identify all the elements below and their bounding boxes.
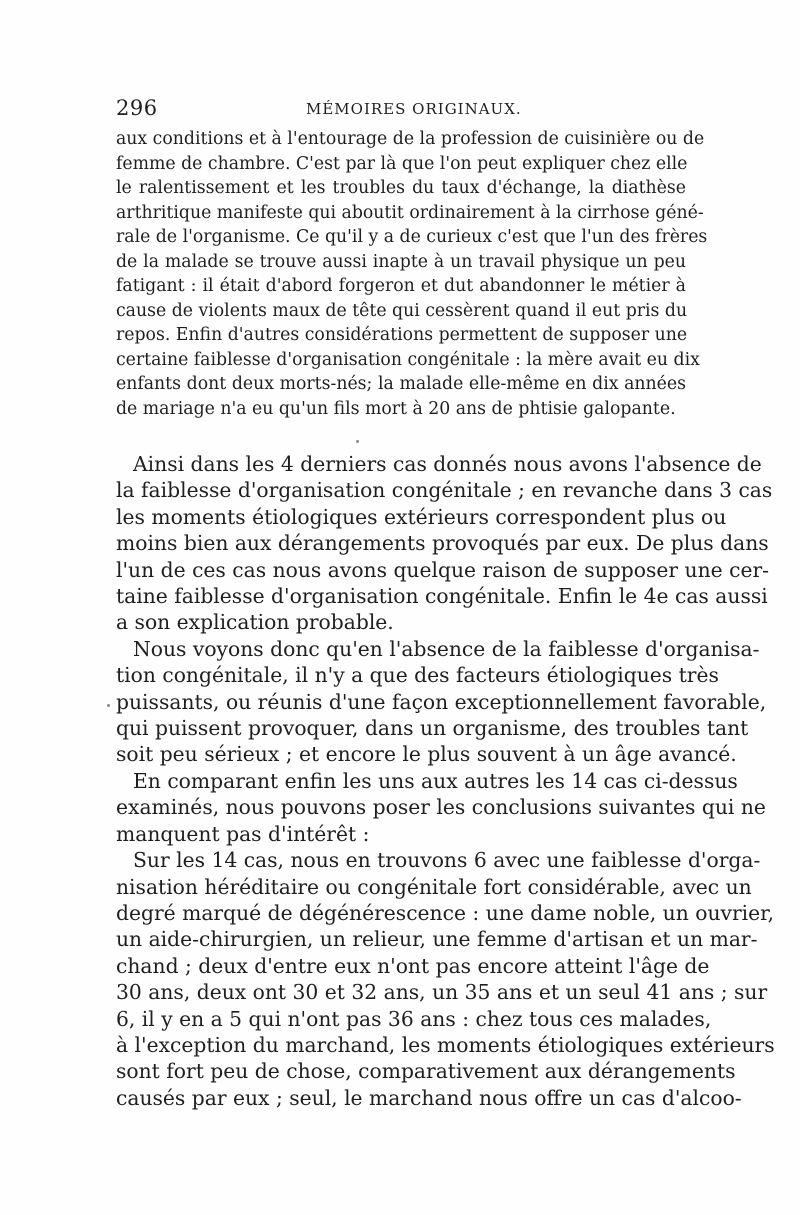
text-line: cause de violents maux de tête qui cessèrent quand il eut pris du bbox=[116, 300, 688, 321]
paragraph bbox=[116, 636, 767, 768]
paragraph bbox=[116, 847, 775, 1111]
text-line: sont fort peu de chose, comparativement aux dérangements bbox=[116, 1059, 736, 1084]
text-line: 30 ans, deux ont 30 et 32 ans, un 35 ans et un seul 41 ans ; sur bbox=[116, 980, 768, 1005]
text-line: puissants, ou réunis d'une façon exceptionnellement favorable, bbox=[116, 689, 767, 714]
text-line: moins bien aux dérangements provoqués par eux. De plus dans bbox=[116, 531, 769, 556]
text-line: les moments étiologiques extérieurs correspondent plus ou bbox=[116, 504, 727, 529]
text-line: 6, il y en a 5 qui n'ont pas 36 ans : chez tous ces malades, bbox=[116, 1006, 712, 1031]
body-text bbox=[116, 451, 775, 1111]
text-line: Nous voyons donc qu'en l'absence de la faiblesse d'organisa- bbox=[133, 636, 760, 661]
text-line: arthritique manifeste qui aboutit ordinairement à la cirrhose géné- bbox=[116, 202, 704, 223]
text-line: un aide-chirurgien, un relieur, une femme d'artisan et un mar- bbox=[116, 927, 758, 952]
text-line: a son explication probable. bbox=[116, 610, 394, 635]
page-number: 296 bbox=[116, 96, 158, 120]
text-line: rale de l'organisme. Ce qu'il y a de curieux c'est que l'un des frères bbox=[116, 227, 708, 247]
text-line: femme de chambre. C'est par là que l'on peut expliquer chez elle bbox=[116, 153, 688, 174]
print-speck bbox=[107, 704, 110, 707]
text-line: soit peu sérieux ; et encore le plus souvent à un âge avancé. bbox=[116, 742, 737, 767]
print-speck bbox=[356, 440, 359, 443]
text-line: de mariage n'a eu qu'un fils mort à 20 ans de phtisie galopante. bbox=[116, 398, 676, 419]
text-line: nisation héréditaire ou congénitale fort considérable, avec un bbox=[116, 874, 752, 899]
text-line: aux conditions et à l'entourage de la profession de cuisinière ou de bbox=[116, 129, 705, 149]
text-line: fatigant : il était d'abord forgeron et dut abandonner le métier à bbox=[116, 276, 686, 296]
paragraph bbox=[116, 768, 766, 847]
text-line: le ralentissement et les troubles du taux d'échange, la diathèse bbox=[116, 178, 686, 198]
text-line: Sur les 14 cas, nous en trouvons 6 avec une faiblesse d'orga- bbox=[133, 848, 761, 873]
small-print-paragraph bbox=[116, 127, 708, 421]
text-line: certaine faiblesse d'organisation congénitale : la mère avait eu dix bbox=[116, 349, 700, 370]
text-line: taine faiblesse d'organisation congénitale. Enfin le 4e cas aussi bbox=[116, 584, 768, 609]
text-line: à l'exception du marchand, les moments étiologiques extérieurs bbox=[116, 1032, 775, 1057]
running-head: MÉMOIRES ORIGINAUX. bbox=[306, 100, 522, 118]
text-line: de la malade se trouve aussi inapte à un travail physique un peu bbox=[116, 251, 686, 272]
text-line: causés par eux ; seul, le marchand nous offre un cas d'alcoo- bbox=[116, 1085, 742, 1110]
text-line: Ainsi dans les 4 derniers cas donnés nous avons l'absence de bbox=[133, 452, 762, 476]
text-line: repos. Enfin d'autres considérations permettent de supposer une bbox=[116, 325, 688, 345]
text-line: manquent pas d'intérêt : bbox=[116, 821, 370, 846]
text-line: chand ; deux d'entre eux n'ont pas encore atteint l'âge de bbox=[116, 953, 710, 978]
text-line: En comparant enfin les uns aux autres les 14 cas ci-dessus bbox=[133, 768, 738, 793]
paragraph bbox=[116, 451, 773, 636]
text-line: qui puissent provoquer, dans un organisme, des troubles tant bbox=[116, 716, 749, 741]
text-line: enfants dont deux morts-nés; la malade elle-même en dix années bbox=[116, 374, 686, 394]
text-line: la faiblesse d'organisation congénitale ; en revanche dans 3 cas bbox=[116, 478, 773, 503]
text-line: examinés, nous pouvons poser les conclusions suivantes qui ne bbox=[116, 795, 766, 820]
text-line: l'un de ces cas nous avons quelque raison de supposer une cer- bbox=[116, 557, 769, 582]
page-header bbox=[116, 96, 686, 120]
text-line: tion congénitale, il n'y a que des facteurs étiologiques très bbox=[116, 663, 719, 688]
text-line: degré marqué de dégénérescence : une dame noble, un ouvrier, bbox=[116, 900, 775, 925]
